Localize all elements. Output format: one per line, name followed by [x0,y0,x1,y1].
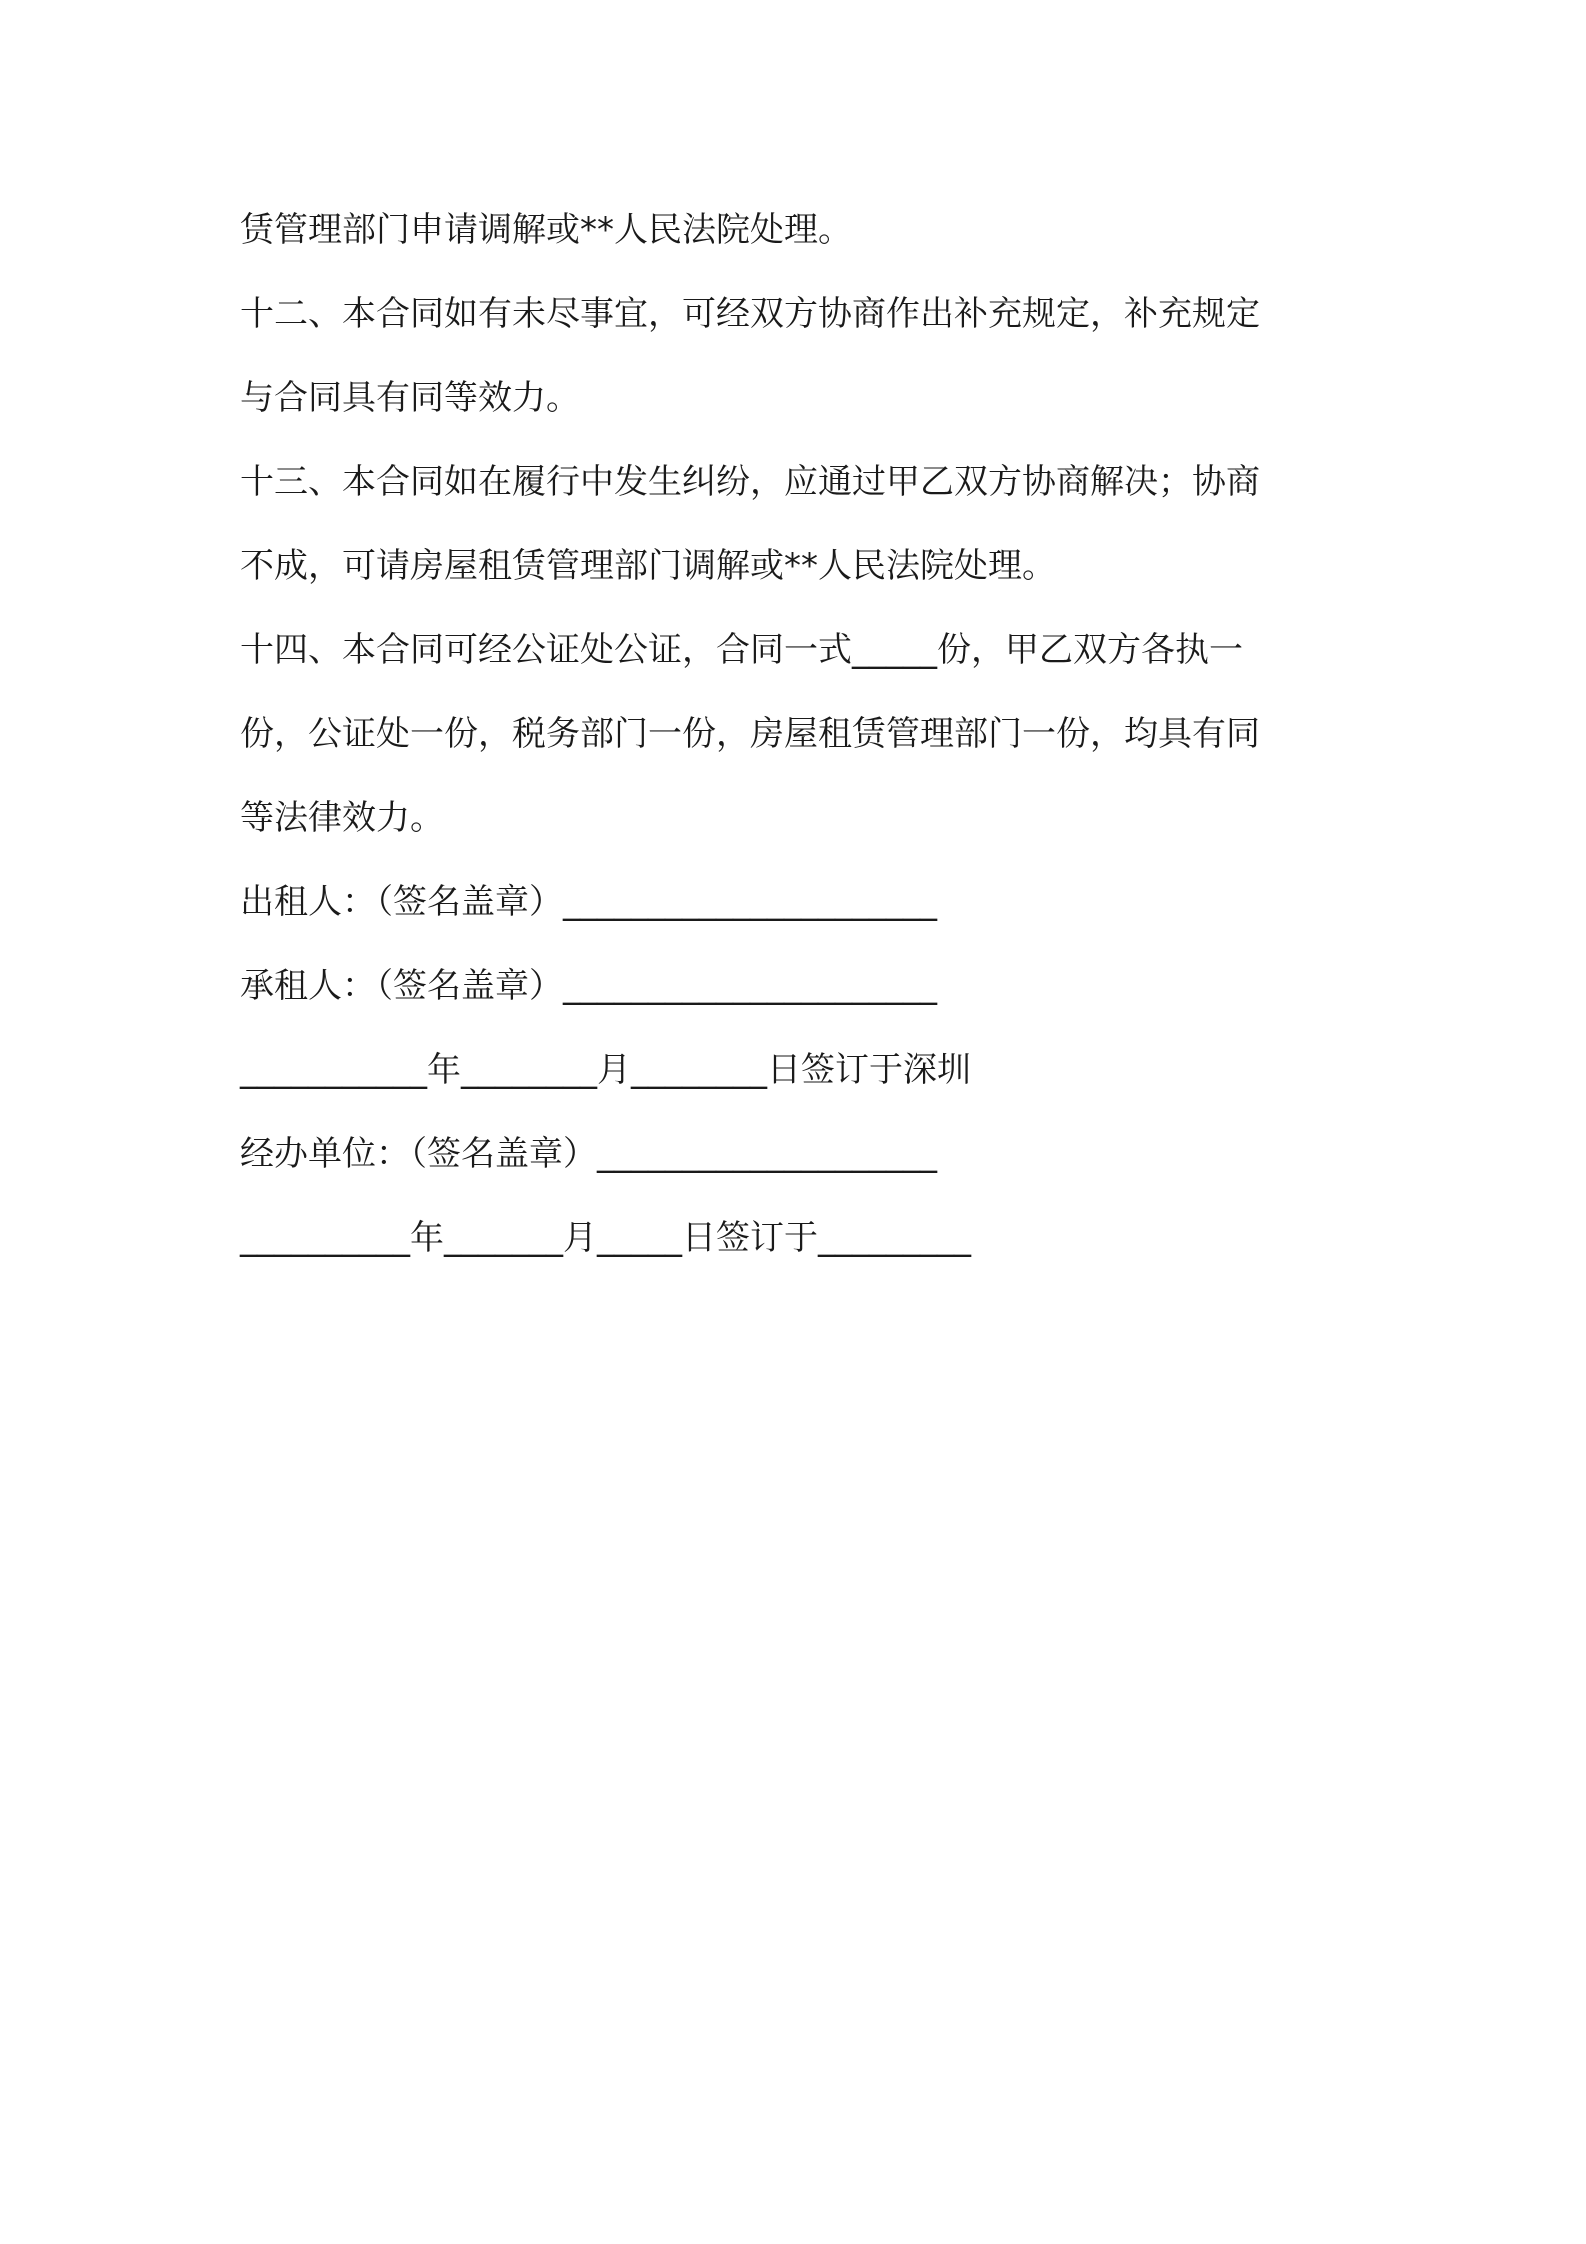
lessee-signature-line: 承租人：（签名盖章）______________________ [240,966,937,1006]
clause-12-line-2: 与合同具有同等效力。 [240,378,580,418]
clause-14-line-2: 份，公证处一份，税务部门一份，房屋租赁管理部门一份，均具有同 [240,714,1260,754]
contract-text [240,196,1360,1288]
clause-13-line-1: 十三、本合同如在履行中发生纠纷，应通过甲乙双方协商解决；协商 [240,462,1260,502]
agency-signature-line: 经办单位：（签名盖章）____________________ [240,1134,937,1174]
clause-12-line-1: 十二、本合同如有未尽事宜，可经双方协商作出补充规定，补充规定 [240,294,1260,334]
clause-14-line-3: 等法律效力。 [240,798,444,838]
lessor-signature-line: 出租人：（签名盖章）______________________ [240,882,937,922]
clause-13-line-2: 不成，可请房屋租赁管理部门调解或**人民法院处理。 [240,546,1056,586]
agency-date-line: __________年_______月_____日签订于_________ [240,1218,971,1258]
signing-date-line: ___________年________月________日签订于深圳 [240,1050,971,1090]
clause-14-line-1: 十四、本合同可经公证处公证，合同一式_____份，甲乙双方各执一 [240,630,1243,670]
clause-11-continuation: 赁管理部门申请调解或**人民法院处理。 [240,210,852,250]
